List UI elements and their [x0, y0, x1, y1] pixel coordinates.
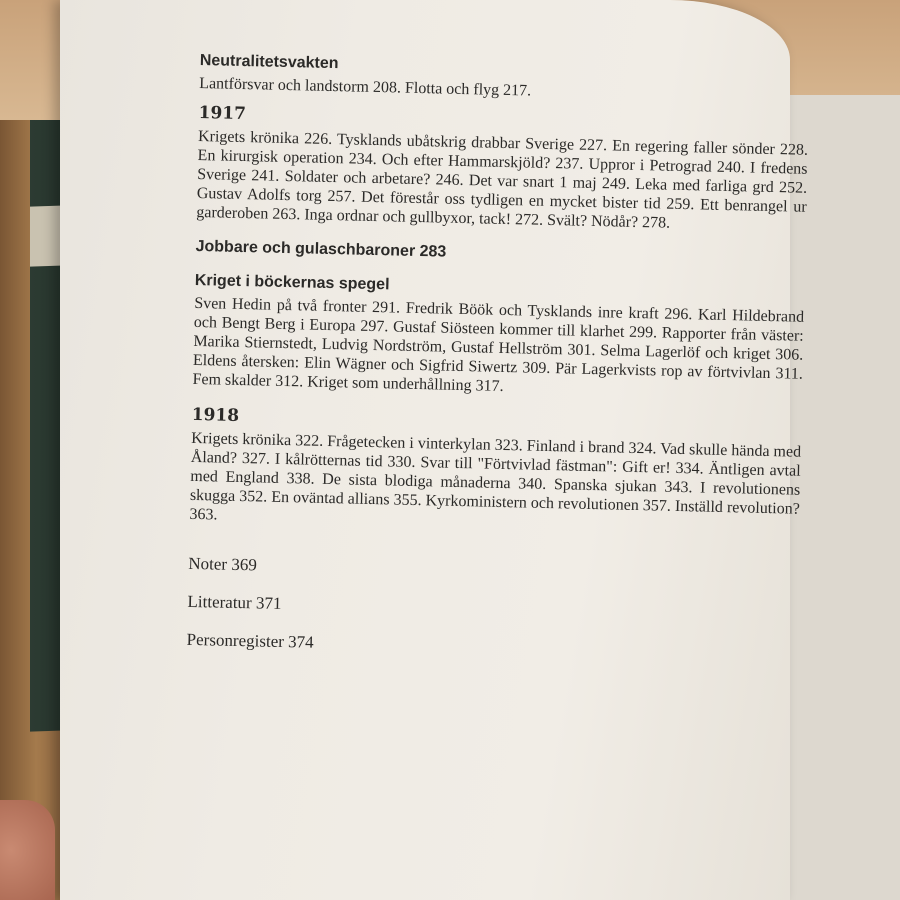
- section-heading: Kriget i böckernas spegel: [194, 271, 390, 294]
- toc-entry-personregister: Personregister 374: [186, 629, 314, 652]
- toc-section-jobbare: [195, 238, 805, 270]
- toc-section-1917: [196, 103, 809, 236]
- toc-entry-noter: Noter 369: [188, 553, 258, 575]
- book-page: [60, 0, 809, 900]
- year-heading: 1917: [198, 102, 247, 125]
- toc-entry-litteratur: Litteratur 371: [187, 591, 282, 613]
- table-of-contents: [186, 52, 810, 682]
- toc-section-1918: [189, 405, 802, 538]
- year-heading: 1918: [191, 404, 240, 426]
- section-heading: Jobbare och gulaschbaroner 283: [195, 237, 447, 261]
- section-entries: Krigets krönika 226. Tysklands ubåtskrig drabbar Sverige 227. En regering faller sönder 228. En kirurgisk operation 234. Och efter Hammarskjöld? 237. Uppror i Petrograd 240. I fredens Sverige 241. Soldater och arbetare? 246. Det var snart 1 maj 249. Leka med farliga grd 252. Gustav Adolfs torg 257. Det förestår oss tydligen en mycket bister tid 259. Ett benrangel ur garderoben 263. Inga ordnar och gullbyxor, tack! 272. Svält? Nödår? 278.: [196, 127, 809, 232]
- thumb: [0, 800, 55, 900]
- section-heading: Neutralitetsvakten: [199, 52, 339, 73]
- section-entries: Krigets krönika 322. Frågetecken i vinterkylan 323. Finland i brand 324. Vad skulle hända med Åland? 327. I kålrötternas tid 330. Svar till "Förtvivlad fästman": Gift er! 334. Äntligen avtal med England 338. De sista blodiga månaderna 340. Spanska sjukan 343. I revolutionens skugga 352. En oväntad allians 355. Kyrkoministern och revolutionen 357. Inställd revolution? 363.: [189, 429, 802, 524]
- section-entries: Lantförsvar och landstorm 208. Flotta och flyg 217.: [199, 74, 532, 100]
- section-entries: Sven Hedin på två fronter 291. Fredrik Böök och Tysklands inre kraft 296. Karl Hildebrand och Bengt Berg i Europa 297. Gustaf Siösteen kommer till klarhet 299. Rapporter från väster: Marika Stiernstedt, Ludvig Nordström, Gustaf Hellström 301. Selma Lagerlöf och kriget 306. Eldens återsken: Elin Wägner och Sigfrid Siwertz 309. Pär Lagerkvists rop av förtvivlan 311. Fem skalder 312. Kriget som underhållning 317.: [192, 294, 805, 395]
- toc-section-kriget-i-bockernas-spegel: [192, 272, 804, 403]
- toc-section-neutralitetsvakten: [199, 52, 810, 107]
